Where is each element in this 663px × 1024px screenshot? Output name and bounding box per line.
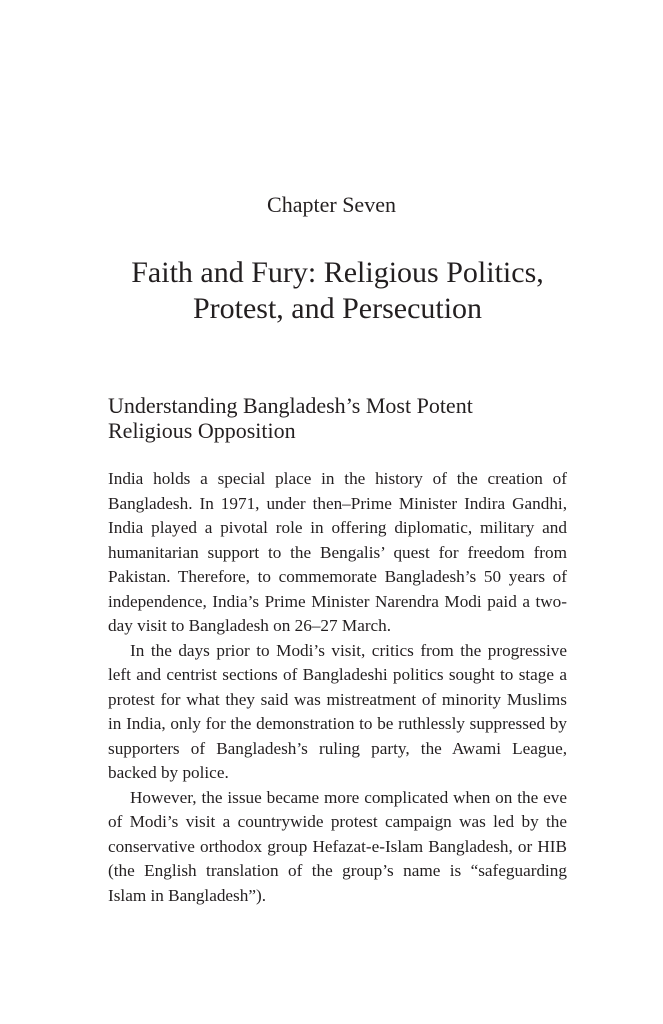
- chapter-title-line: Faith and Fury: Religious Politics,: [131, 256, 544, 289]
- section-heading-line: Understanding Bangladesh’s Most Potent: [108, 393, 473, 418]
- chapter-title-line: Protest, and Persecution: [192, 292, 483, 325]
- section-heading-line: Religious Opposition: [108, 418, 296, 443]
- section-heading: [108, 393, 568, 443]
- chapter-title: [60, 255, 615, 327]
- paragraph: In the days prior to Modi’s visit, critics from the progressive left and centrist sections of Bangladeshi politics sought to stage a protest for what they said was mistreatment of minority Muslims in India, only for the demonstration to be ruthlessly suppressed by supporters of Bangladesh’s ruling party, the Awami League, backed by police.: [108, 640, 567, 782]
- paragraph: However, the issue became more complicated when on the eve of Modi’s visit a countrywide protest campaign was led by the conservative orthodox group Hefazat-e-Islam Bangladesh, or HIB (the English translation of the group’s name is “safeguarding Islam in Bangladesh”).: [108, 787, 567, 905]
- paragraph: India holds a special place in the history of the creation of Bangladesh. In 1971, under then–Prime Minister Indira Gandhi, India played a pivotal role in offering diplomatic, military and humanitarian support to the Bengalis’ quest for freedom from Pakistan. Therefore, to commemorate Bangladesh’s 50 years of independence, India’s Prime Minister Narendra Modi paid a two-day visit to Bangladesh on 26–27 March.: [108, 469, 567, 635]
- chapter-label: Chapter Seven: [267, 192, 396, 217]
- body-text: [108, 467, 567, 908]
